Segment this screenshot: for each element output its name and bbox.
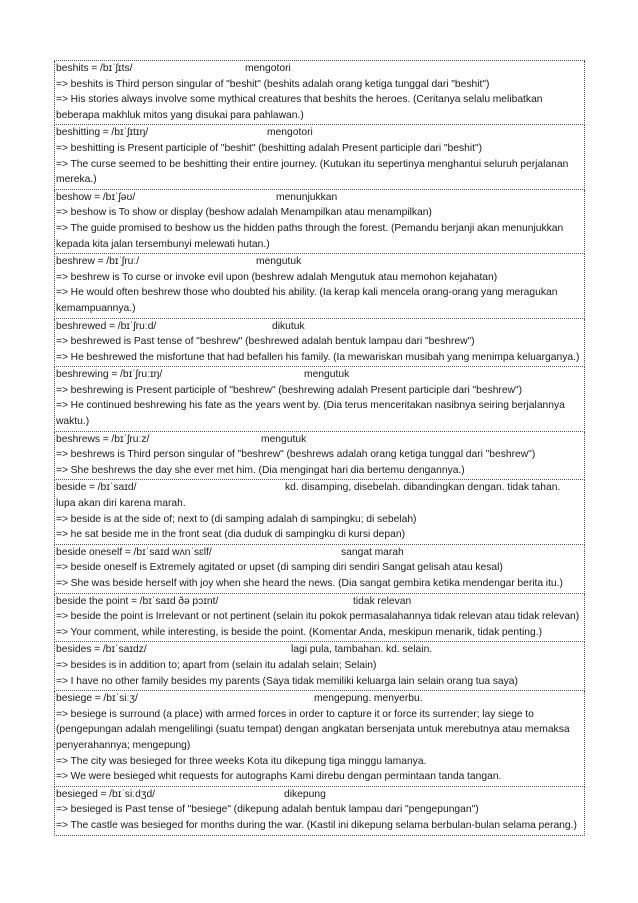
entry-meaning: tidak relevan — [353, 595, 412, 607]
entry-example: => The curse seemed to be beshitting their entire journey. (Kutukan itu sepertinya menghantui seluruh perjalanan mereka.) — [56, 158, 569, 186]
entry-term: beshrewed = /bɪˈʃruːd/ — [56, 320, 157, 332]
entry-example: => She was beside herself with joy when she heard the news. (Dia sangat gembira ketika mendengar berita itu.) — [56, 578, 563, 589]
entry-term: beside the point = /bɪˈsaɪd ðə pɔɪnt/ — [56, 595, 219, 607]
entry-definition: => beside the point is Irrelevant or not pertinent (selain itu pokok permasalahannya tidak relevan atau tidak relevan) — [56, 611, 580, 623]
entry-term: beside oneself = /bɪˈsaɪd wʌnˈsɛlf/ — [56, 546, 212, 558]
entry-definition: => beshrew is To curse or invoke evil upon (beshrew adalah Mengutuk atau memohon kejahatan) — [56, 271, 498, 283]
entry-term: beshits = /bɪˈʃɪts/ — [56, 63, 133, 74]
entry-besieged — [54, 787, 585, 836]
entry-beshrewed — [54, 319, 585, 368]
entry-term: beshow = /bɪˈʃəʊ/ — [56, 191, 136, 203]
entry-definition: => beshrewing is Present participle of "beshrew" (beshrewing adalah Present participle dari "beshrew") — [56, 384, 523, 396]
entry-term: beshrewing = /bɪˈʃruːɪŋ/ — [56, 369, 163, 381]
entry-header — [56, 319, 584, 335]
entry-header — [56, 432, 584, 448]
entry-example: => he sat beside me in the front seat (dia duduk di sampingku di kursi depan) — [56, 529, 406, 541]
entry-beside-oneself — [54, 545, 585, 594]
entry-meaning: dikepung — [284, 788, 326, 800]
entry-example: => The castle was besieged for months during the war. (Kastil ini dikepung selama berbulan-bulan selama perang.) — [56, 819, 577, 831]
entry-definition: => besieged is Past tense of "besiege" (dikepung adalah bentuk lampau dari "pengepungan") — [56, 804, 479, 816]
entry-definition: => beside oneself is Extremely agitated or upset (di samping diri sendiri Sangat gelisah atau kesal) — [56, 562, 503, 574]
entry-example: => I have no other family besides my parents (Saya tidak memiliki keluarga lain selain orang tua saya) — [56, 675, 518, 687]
entry-meaning: dikutuk — [272, 320, 305, 332]
entry-example: => He continued beshrewing his fate as the years went by. (Dia terus menceritakan nasibnya seiring berjalannya waktu.) — [56, 400, 565, 428]
entry-meaning-continued: lupa akan diri karena marah. — [56, 498, 186, 510]
entry-term: besieged = /bɪˈsiːdʒd/ — [56, 788, 156, 800]
entry-header — [56, 61, 584, 77]
entry-meaning: mengutuk — [304, 369, 350, 381]
entry-header — [56, 125, 584, 141]
entry-header — [56, 480, 584, 496]
entry-definition: => besides is in addition to; apart from (selain itu adalah selain; Selain) — [56, 659, 377, 671]
entry-meaning: mengotori — [245, 63, 291, 74]
entry-header — [56, 787, 584, 803]
entry-beshrews — [54, 432, 585, 481]
entry-header — [56, 691, 584, 707]
entry-example: => The guide promised to beshow us the hidden paths through the forest. (Pemandu berjanji akan menunjukkan kepada kita jalan tersembunyi melewati hutan.) — [56, 222, 564, 250]
entry-besides — [54, 642, 585, 691]
entry-definition: => besiege is surround (a place) with armed forces in order to capture it or force its surrender; lay siege to (pengepungan adalah mengelilingi (suatu tempat) dengan angkatan bersenjata untuk merebutnya atau memaksa penyerahannya; mengepung) — [56, 708, 570, 751]
entry-beshits — [54, 61, 585, 125]
entry-header — [56, 254, 584, 270]
entry-term: beshrews = /bɪˈʃruːz/ — [56, 433, 150, 445]
entry-meaning: menunjukkan — [276, 191, 338, 203]
entry-header — [56, 642, 584, 658]
entry-definition: => beshitting is Present participle of "beshit" (beshitting adalah Present participle dari "beshit") — [56, 142, 483, 154]
entry-example: => Your comment, while interesting, is beside the point. (Komentar Anda, meskipun menarik, tidak penting.) — [56, 626, 543, 638]
entry-example: => He beshrewed the misfortune that had befallen his family. (Ia mewariskan musibah yang menimpa keluarganya.) — [56, 351, 580, 363]
entry-beside — [54, 480, 585, 544]
entry-example: => His stories always involve some mythical creatures that beshits the heroes. (Ceritanya selalu melibatkan beberapa makhluk mitos yang disukai para pahlawan.) — [56, 94, 543, 121]
entry-header — [56, 367, 584, 383]
entry-meaning: mengotori — [267, 127, 313, 139]
entry-meaning: sangat marah — [341, 546, 404, 558]
entry-definition: => beshow is To show or display (beshow adalah Menampilkan atau menampilkan) — [56, 207, 432, 219]
entry-beshow — [54, 190, 585, 254]
entry-term: beside = /bɪˈsaɪd/ — [56, 482, 137, 494]
entry-meaning: mengutuk — [256, 256, 302, 268]
entry-beside-the-point — [54, 594, 585, 643]
entry-example: => The city was besieged for three weeks Kota itu dikepung tiga minggu lamanya. — [56, 755, 427, 767]
entry-term: besiege = /bɪˈsiːʒ/ — [56, 693, 138, 705]
entry-header — [56, 190, 584, 206]
entry-meaning: mengutuk — [261, 433, 307, 445]
entry-definition: => beshrews is Third person singular of "beshrew" (beshrews adalah orang ketiga tunggal dari "beshrew") — [56, 449, 536, 461]
dictionary-sheet — [54, 60, 585, 836]
entry-header — [56, 545, 584, 561]
entry-meaning: kd. disamping, disebelah. dibandingkan dengan. tidak tahan. — [285, 482, 561, 494]
entry-example: => We were besieged whit requests for autographs Kami direbu dengan permintaan tanda tangan. — [56, 771, 502, 783]
entry-term: beshitting = /bɪˈʃɪtɪŋ/ — [56, 127, 149, 139]
entry-beshitting — [54, 125, 585, 189]
entry-definition: => beside is at the side of; next to (di samping adalah di sampingku; di sebelah) — [56, 513, 417, 525]
entry-header — [56, 594, 584, 610]
entry-term: beshrew = /bɪˈʃruː/ — [56, 256, 140, 268]
entry-term: besides = /bɪˈsaɪdz/ — [56, 644, 147, 656]
entry-beshrew — [54, 254, 585, 318]
entry-meaning: mengepung. menyerbu. — [314, 693, 423, 705]
entry-meaning: lagi pula, tambahan. kd. selain. — [291, 644, 433, 656]
entry-beshrewing — [54, 367, 585, 431]
entry-example: => He would often beshrew those who doubted his ability. (Ia kerap kali mencela orang-orang yang meragukan kemampuannya.) — [56, 287, 558, 314]
entry-definition: => beshrewed is Past tense of "beshrew" (beshrewed adalah bentuk lampau dari "beshrew") — [56, 336, 475, 348]
entry-example: => She beshrews the day she ever met him. (Dia mengingat hari dia bertemu dengannya.) — [56, 464, 465, 476]
entry-besiege — [54, 691, 585, 787]
entry-definition: => beshits is Third person singular of "beshit" (beshits adalah orang ketiga tunggal dari "beshit") — [56, 78, 490, 90]
